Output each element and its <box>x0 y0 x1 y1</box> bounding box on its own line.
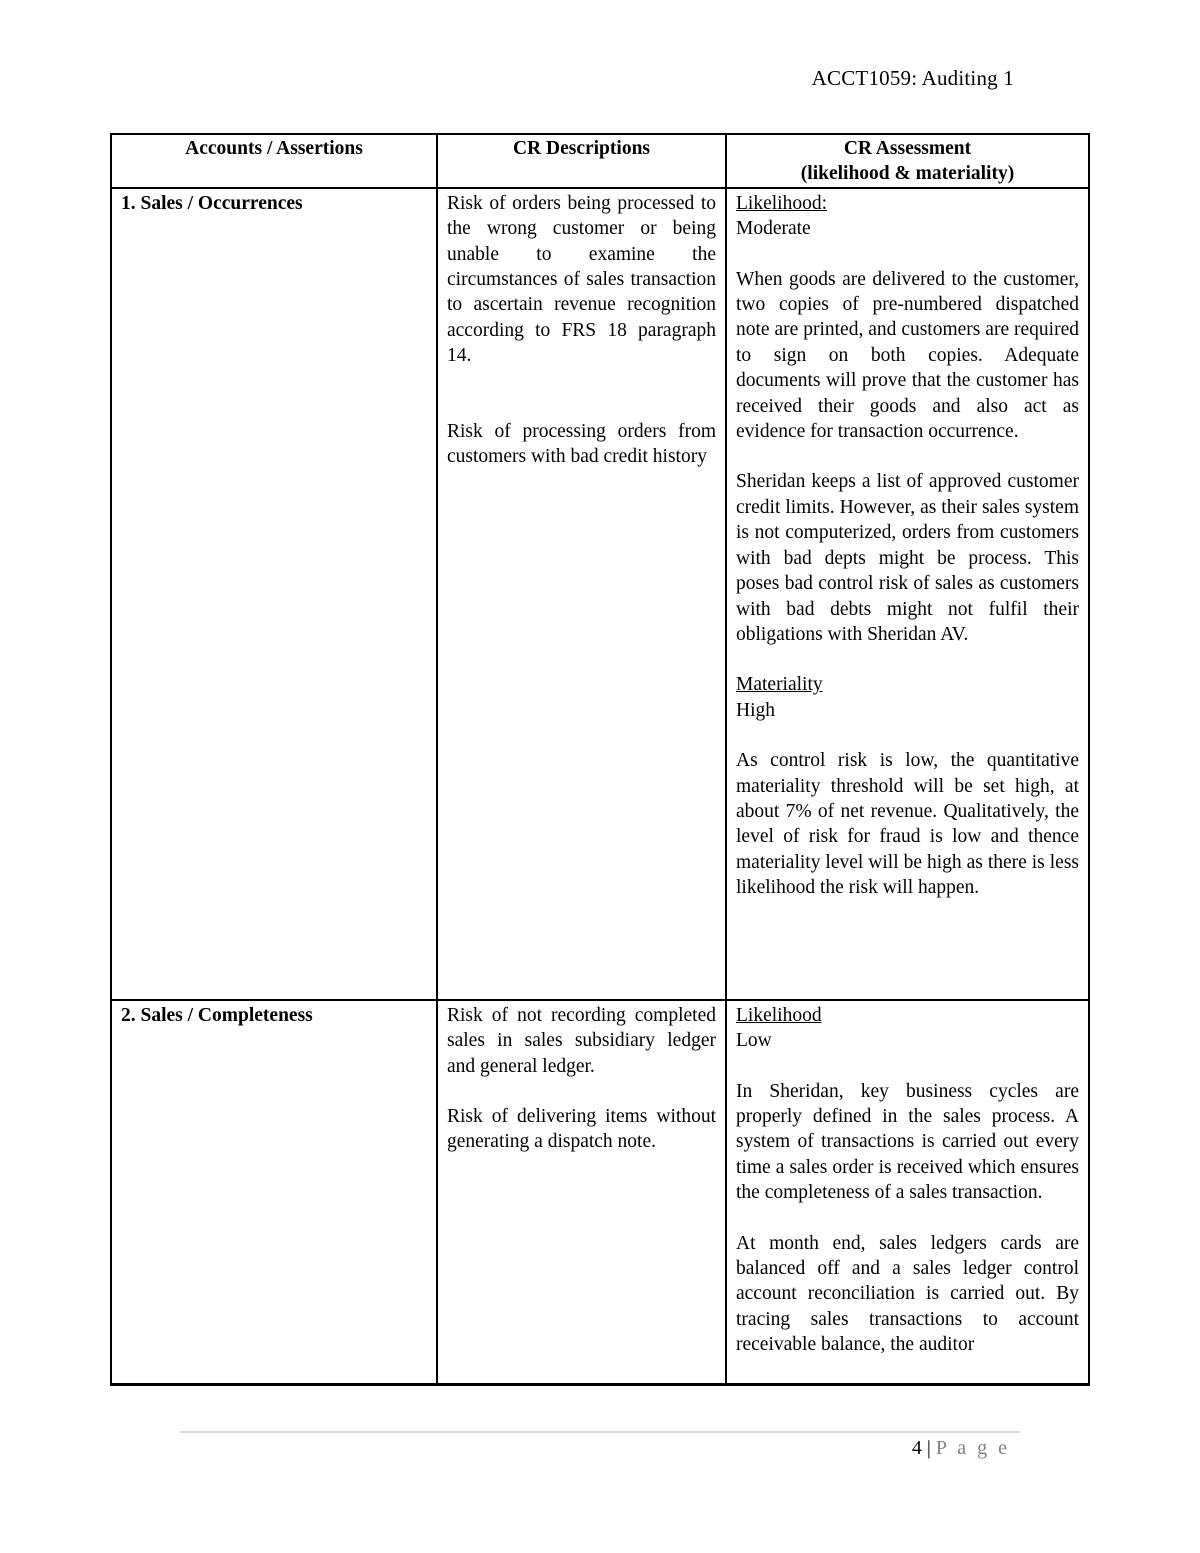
cr-description-cell <box>437 1000 726 1385</box>
footer-divider <box>180 1431 1020 1433</box>
page-label: P a g e <box>935 1437 1010 1459</box>
assessment-paragraph: At month end, sales ledgers cards are balanced off and a sales ledger control account reconciliation is carried out. By tracing sales transactions to account receivable balance, the auditor <box>736 1232 1079 1356</box>
cr-description-paragraph: Risk of delivering items without generating a dispatch note. <box>447 1106 716 1153</box>
assessment-paragraph: When goods are delivered to the customer, two copies of pre-numbered dispatched note are printed, and customers are required to sign on both copies. Adequate documents will prove that the customer has received their goods and also act as evidence for transaction occurrence. <box>736 268 1079 443</box>
assessment-paragraph: In Sheridan, key business cycles are properly defined in the sales process. A system of transactions is carried out every time a sales order is received which ensures the completeness of a sales transaction. <box>736 1080 1079 1204</box>
materiality-value: High <box>736 699 775 721</box>
control-risk-table <box>110 133 1090 1386</box>
assessment-paragraph: Sheridan keeps a list of approved customer credit limits. However, as their sales system is not computerized, orders from customers with bad depts might be process. This poses bad control risk of sales as customers with bad debts might not fulfil their obligations with Sheridan AV. <box>736 471 1079 645</box>
table-row <box>111 1000 1089 1385</box>
cr-description-paragraph: Risk of not recording completed sales in sales subsidiary ledger and general ledger. <box>447 1004 716 1077</box>
page-separator: | <box>926 1437 931 1459</box>
account-assertion-cell: 2. Sales / Completeness <box>111 1000 437 1385</box>
document-header: ACCT1059: Auditing 1 <box>811 66 1014 90</box>
likelihood-label: Likelihood <box>736 1004 822 1026</box>
cr-description-paragraph: Risk of orders being processed to the wrong customer or being unable to examine the circumstances of sales transaction to ascertain revenue recognition according to FRS 18 paragraph 14. <box>447 192 716 367</box>
likelihood-value: Low <box>736 1030 772 1052</box>
likelihood-label: Likelihood: <box>736 192 827 214</box>
column-header-assessment-subtitle: (likelihood & materiality) <box>800 163 1015 185</box>
cr-assessment-cell <box>726 1000 1089 1385</box>
assessment-paragraph: As control risk is low, the quantitative materiality threshold will be set high, at about 7% of net revenue. Qualitatively, the level of risk for fraud is low and thence materiality level will be high as there is less likelihood the risk will happen. <box>736 750 1079 899</box>
cr-assessment-cell <box>726 188 1089 1000</box>
column-header-assessment-title: CR Assessment <box>843 138 972 159</box>
page-number: 4 <box>911 1437 922 1459</box>
materiality-label: Materiality <box>736 674 823 696</box>
column-header-descriptions: CR Descriptions <box>437 134 726 188</box>
page-footer <box>912 1437 1010 1460</box>
table-header-row <box>111 134 1089 188</box>
table-row <box>111 188 1089 1000</box>
likelihood-value: Moderate <box>736 218 811 240</box>
column-header-accounts: Accounts / Assertions <box>111 134 437 188</box>
cr-description-paragraph: Risk of processing orders from customers with bad credit history <box>447 420 716 468</box>
account-assertion-cell: 1. Sales / Occurrences <box>111 188 437 1000</box>
column-header-assessment <box>726 134 1089 188</box>
cr-description-cell <box>437 188 726 1000</box>
